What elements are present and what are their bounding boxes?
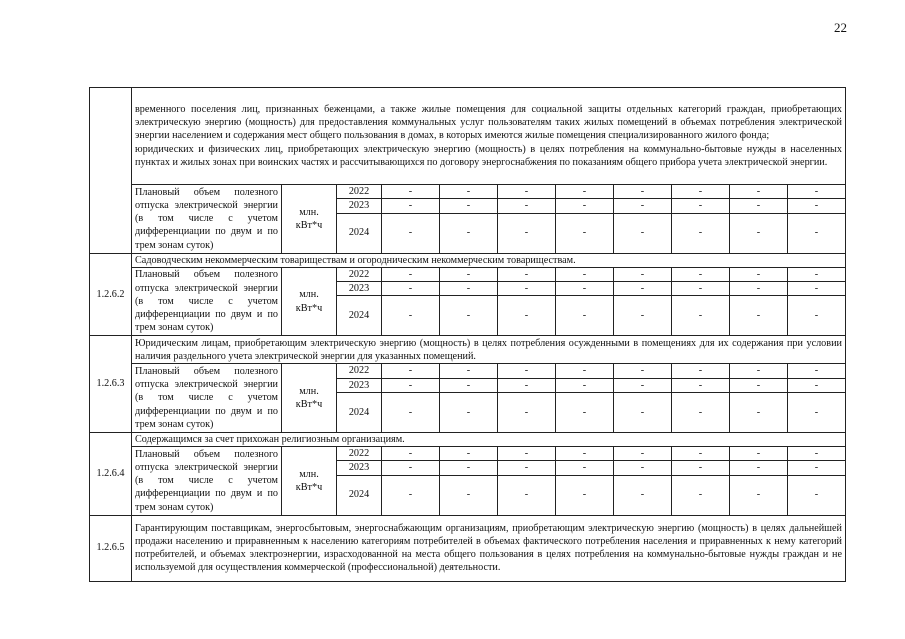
value-cell: -	[614, 461, 672, 475]
year-cell: 2022	[337, 185, 382, 199]
value-cell: -	[440, 364, 498, 378]
year-cell: 2024	[337, 213, 382, 253]
value-cell: -	[498, 185, 556, 199]
section-code: 1.2.6.2	[90, 253, 132, 336]
parameter-label: Плановый объем полезного отпуска электрической энергии (в том числе с учетом дифференциации по двум и по трем зонам суток)	[132, 364, 282, 433]
value-cell: -	[498, 461, 556, 475]
value-cell: -	[614, 447, 672, 461]
value-cell: -	[614, 475, 672, 515]
value-cell: -	[788, 267, 846, 281]
value-cell: -	[788, 461, 846, 475]
value-cell: -	[730, 296, 788, 336]
description-paragraph: Гарантирующим поставщикам, энергосбытовым, энергоснабжающим организациям, приобретающим электрическую энергию (мощность) в целях дальнейшей продажи населению и приравненным к населению категориям потребителей в объемах фактического потребления населения и приравненных к нему категорий потребителей, и объемах электроэнергии, израсходованной на места общего пользования в целях потребления на коммунально-бытовые нужды граждан и не используемой для осуществления коммерческой (профессиональной) деятельности.	[135, 522, 842, 574]
value-cell: -	[556, 199, 614, 213]
value-cell: -	[440, 447, 498, 461]
section-code: 1.2.6.3	[90, 336, 132, 433]
value-cell: -	[672, 199, 730, 213]
value-cell: -	[730, 364, 788, 378]
value-cell: -	[730, 282, 788, 296]
value-cell: -	[556, 296, 614, 336]
value-cell: -	[730, 267, 788, 281]
parameter-label: Плановый объем полезного отпуска электрической энергии (в том числе с учетом дифференциации по двум и по трем зонам суток)	[132, 267, 282, 336]
value-cell: -	[498, 392, 556, 432]
value-cell: -	[614, 199, 672, 213]
value-cell: -	[556, 461, 614, 475]
value-cell: -	[498, 378, 556, 392]
year-cell: 2022	[337, 447, 382, 461]
section-description	[132, 515, 846, 581]
value-cell: -	[730, 392, 788, 432]
value-cell: -	[382, 475, 440, 515]
year-cell: 2023	[337, 378, 382, 392]
section-description	[132, 88, 846, 185]
section-description-row	[90, 432, 846, 446]
value-cell: -	[440, 378, 498, 392]
value-cell: -	[614, 267, 672, 281]
value-cell: -	[382, 282, 440, 296]
year-cell: 2022	[337, 267, 382, 281]
value-cell: -	[730, 447, 788, 461]
unit-label: млн. кВт*ч	[282, 267, 337, 336]
value-cell: -	[498, 213, 556, 253]
value-cell: -	[440, 296, 498, 336]
value-cell: -	[556, 267, 614, 281]
value-cell: -	[788, 364, 846, 378]
year-cell: 2024	[337, 475, 382, 515]
value-cell: -	[556, 364, 614, 378]
value-cell: -	[498, 475, 556, 515]
unit-label: млн. кВт*ч	[282, 364, 337, 433]
section-code	[90, 88, 132, 254]
value-cell: -	[788, 296, 846, 336]
value-cell: -	[788, 282, 846, 296]
section-code: 1.2.6.4	[90, 432, 132, 515]
description-paragraph: Садоводческим некоммерческим товариществам и огородническим некоммерческим товариществам.	[135, 254, 576, 266]
value-cell: -	[788, 185, 846, 199]
year-row	[90, 447, 846, 461]
value-cell: -	[788, 378, 846, 392]
description-paragraph: юридических и физических лиц, приобретающих электрическую энергию (мощность) в целях потребления на коммунально-бытовые нужды в населенных пунктах и жилых зонах при воинских частях и рассчитывающихся по договору энергоснабжения по показаниям общего прибора учета электрической энергии.	[135, 143, 842, 168]
value-cell: -	[440, 282, 498, 296]
value-cell: -	[440, 185, 498, 199]
year-cell: 2022	[337, 364, 382, 378]
description-paragraph: временного поселения лиц, признанных беженцами, а также жилые помещения для социальной защиты отдельных категорий граждан, приобретающих электрическую энергию (мощность) для предоставления коммунальных услуг пользователям таких жилых помещений в объемах потребления электрической энергии населением и содержания мест общего пользования в домах, в которых имеются жилые помещения специализированного жилого фонда;	[135, 103, 842, 142]
value-cell: -	[672, 461, 730, 475]
value-cell: -	[498, 282, 556, 296]
value-cell: -	[382, 185, 440, 199]
section-code: 1.2.6.5	[90, 515, 132, 581]
value-cell: -	[440, 392, 498, 432]
value-cell: -	[730, 378, 788, 392]
value-cell: -	[614, 364, 672, 378]
value-cell: -	[440, 267, 498, 281]
value-cell: -	[672, 282, 730, 296]
value-cell: -	[788, 199, 846, 213]
value-cell: -	[498, 364, 556, 378]
value-cell: -	[498, 267, 556, 281]
value-cell: -	[614, 392, 672, 432]
value-cell: -	[440, 475, 498, 515]
value-cell: -	[382, 213, 440, 253]
value-cell: -	[672, 475, 730, 515]
year-cell: 2024	[337, 392, 382, 432]
value-cell: -	[614, 296, 672, 336]
value-cell: -	[498, 296, 556, 336]
section-description-row	[90, 88, 846, 185]
year-cell: 2023	[337, 461, 382, 475]
value-cell: -	[672, 392, 730, 432]
value-cell: -	[672, 185, 730, 199]
value-cell: -	[614, 282, 672, 296]
value-cell: -	[672, 296, 730, 336]
value-cell: -	[730, 213, 788, 253]
value-cell: -	[556, 213, 614, 253]
value-cell: -	[382, 392, 440, 432]
value-cell: -	[382, 447, 440, 461]
value-cell: -	[382, 199, 440, 213]
value-cell: -	[556, 475, 614, 515]
tariff-table	[89, 87, 846, 582]
value-cell: -	[730, 461, 788, 475]
page-number: 22	[834, 20, 847, 35]
value-cell: -	[556, 282, 614, 296]
value-cell: -	[382, 364, 440, 378]
value-cell: -	[498, 199, 556, 213]
value-cell: -	[788, 213, 846, 253]
value-cell: -	[440, 461, 498, 475]
value-cell: -	[382, 461, 440, 475]
value-cell: -	[730, 199, 788, 213]
value-cell: -	[614, 213, 672, 253]
value-cell: -	[382, 378, 440, 392]
section-description	[132, 432, 846, 446]
value-cell: -	[556, 447, 614, 461]
year-cell: 2023	[337, 199, 382, 213]
value-cell: -	[788, 475, 846, 515]
unit-label: млн. кВт*ч	[282, 185, 337, 254]
parameter-label: Плановый объем полезного отпуска электрической энергии (в том числе с учетом дифференциации по двум и по трем зонам суток)	[132, 447, 282, 516]
value-cell: -	[440, 199, 498, 213]
year-row	[90, 364, 846, 378]
value-cell: -	[672, 447, 730, 461]
value-cell: -	[556, 392, 614, 432]
parameter-label: Плановый объем полезного отпуска электрической энергии (в том числе с учетом дифференциации по двум и по трем зонам суток)	[132, 185, 282, 254]
value-cell: -	[730, 475, 788, 515]
value-cell: -	[788, 447, 846, 461]
value-cell: -	[730, 185, 788, 199]
value-cell: -	[382, 296, 440, 336]
value-cell: -	[672, 267, 730, 281]
section-description-row	[90, 253, 846, 267]
value-cell: -	[498, 447, 556, 461]
year-cell: 2024	[337, 296, 382, 336]
value-cell: -	[556, 185, 614, 199]
value-cell: -	[672, 213, 730, 253]
value-cell: -	[672, 364, 730, 378]
value-cell: -	[614, 185, 672, 199]
section-description-row	[90, 336, 846, 364]
year-row	[90, 267, 846, 281]
year-row	[90, 185, 846, 199]
description-paragraph: Содержащимся за счет прихожан религиозным организациям.	[135, 433, 405, 445]
section-description-row	[90, 515, 846, 581]
description-paragraph: Юридическим лицам, приобретающим электрическую энергию (мощность) в целях потребления осужденными в помещениях для их содержания при условии наличия раздельного учета электрической энергии для указанных помещений.	[135, 337, 842, 362]
value-cell: -	[440, 213, 498, 253]
value-cell: -	[556, 378, 614, 392]
value-cell: -	[788, 392, 846, 432]
value-cell: -	[672, 378, 730, 392]
unit-label: млн. кВт*ч	[282, 447, 337, 516]
section-description	[132, 253, 846, 267]
value-cell: -	[614, 378, 672, 392]
section-description	[132, 336, 846, 364]
year-cell: 2023	[337, 282, 382, 296]
value-cell: -	[382, 267, 440, 281]
